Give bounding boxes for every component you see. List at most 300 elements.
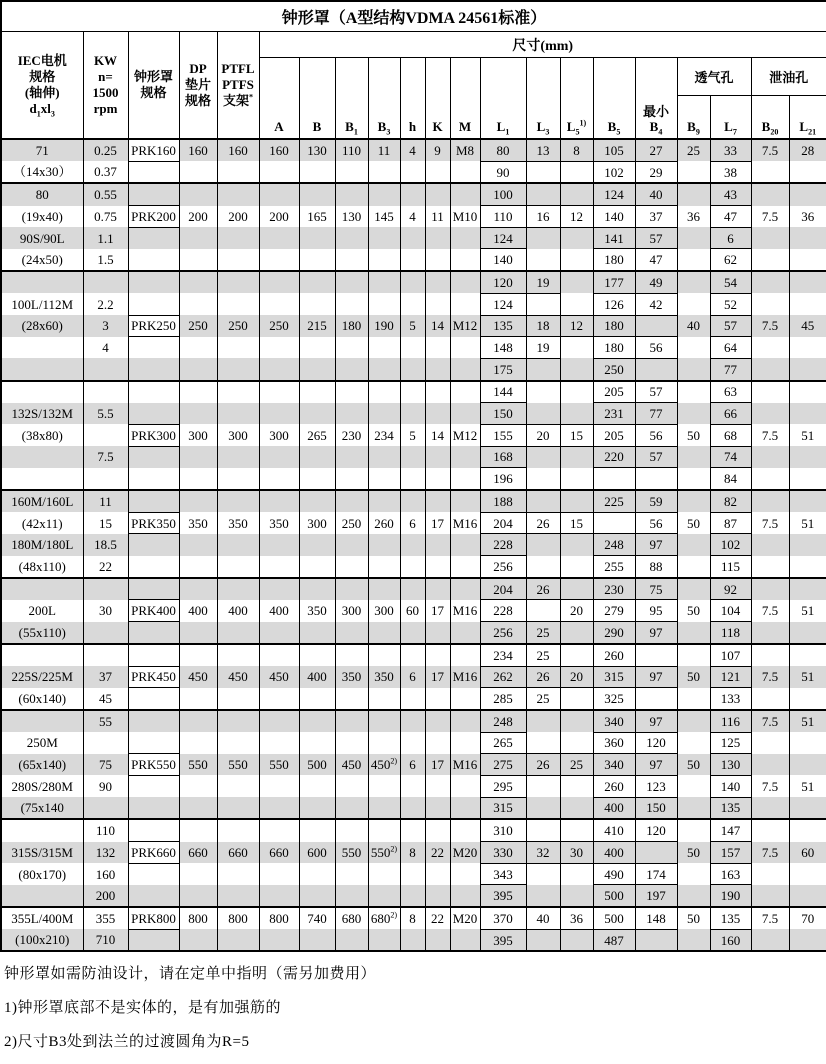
table-cell: 340 (593, 710, 635, 732)
table-cell: 163 (710, 863, 751, 885)
table-cell (335, 381, 368, 403)
table-row (1, 381, 826, 403)
table-cell (400, 446, 425, 468)
table-cell (751, 490, 789, 512)
table-cell (593, 512, 635, 534)
table-cell (299, 381, 335, 403)
table-cell (450, 556, 480, 578)
table-cell: 550 (217, 754, 259, 776)
table-cell (128, 863, 179, 885)
table-cell: 50 (677, 754, 710, 776)
table-cell: 77 (710, 358, 751, 380)
header-cell: $B_5$ (593, 58, 635, 140)
table-cell: (65x140) (1, 754, 83, 776)
table-cell: 228 (480, 600, 526, 622)
table-cell (751, 446, 789, 468)
table-cell: 36 (560, 907, 593, 929)
table-cell: PRK800 (128, 907, 179, 929)
table-cell (450, 688, 480, 710)
table-cell: 97 (635, 754, 677, 776)
table-cell (217, 183, 259, 205)
table-cell: 160 (217, 139, 259, 161)
table-cell (128, 337, 179, 359)
table-cell: 145 (368, 206, 400, 228)
table-cell: 600 (299, 842, 335, 864)
table-cell: 51 (789, 600, 826, 622)
table-cell: 90 (480, 161, 526, 183)
table-cell: 25 (677, 139, 710, 161)
table-row (1, 271, 826, 293)
table-cell (335, 819, 368, 841)
table-cell (425, 578, 450, 600)
table-cell (400, 863, 425, 885)
table-cell (789, 797, 826, 819)
table-cell: 140 (480, 249, 526, 271)
table-cell (450, 249, 480, 271)
table-cell (1, 644, 83, 666)
table-cell (526, 161, 560, 183)
table-cell (368, 710, 400, 732)
table-cell (751, 556, 789, 578)
table-cell (368, 688, 400, 710)
table-cell: 262 (480, 666, 526, 688)
header-cell: KW n= 1500 rpm (83, 32, 128, 140)
table-row (1, 732, 826, 754)
table-row (1, 249, 826, 271)
table-cell (299, 863, 335, 885)
table-cell (635, 688, 677, 710)
table-cell (400, 929, 425, 951)
table-cell: 300 (259, 424, 299, 446)
table-cell (751, 337, 789, 359)
table-cell: 116 (710, 710, 751, 732)
table-cell (217, 161, 259, 183)
table-cell (560, 929, 593, 951)
table-cell: 8 (560, 139, 593, 161)
table-cell (335, 578, 368, 600)
table-cell (335, 863, 368, 885)
table-cell: 123 (635, 775, 677, 797)
table-cell (751, 161, 789, 183)
table-cell (400, 819, 425, 841)
table-cell (560, 468, 593, 490)
table-cell: 17 (425, 600, 450, 622)
table-cell (677, 644, 710, 666)
table-cell (299, 556, 335, 578)
table-cell (677, 293, 710, 315)
table-cell (450, 337, 480, 359)
table-cell: 40 (526, 907, 560, 929)
table-cell: 80 (480, 139, 526, 161)
table-cell: 30 (560, 842, 593, 864)
table-cell: 63 (710, 381, 751, 403)
table-cell: 50 (677, 600, 710, 622)
table-cell (425, 468, 450, 490)
table-cell (526, 710, 560, 732)
table-row (1, 337, 826, 359)
table-cell: 197 (635, 885, 677, 907)
table-cell (335, 797, 368, 819)
table-cell: 97 (635, 710, 677, 732)
table-cell: (38x80) (1, 424, 83, 446)
table-cell (368, 381, 400, 403)
table-cell (259, 293, 299, 315)
table-cell (299, 403, 335, 425)
table-cell: 7.5 (751, 424, 789, 446)
table-cell (526, 446, 560, 468)
table-cell (368, 490, 400, 512)
table-cell: 29 (635, 161, 677, 183)
table-cell: 205 (593, 381, 635, 403)
table-cell (677, 797, 710, 819)
table-cell: 40 (677, 315, 710, 337)
drain-hole-header: 泄油孔 (751, 58, 826, 96)
table-cell (425, 775, 450, 797)
table-cell: 150 (480, 403, 526, 425)
table-row (1, 468, 826, 490)
table-cell (425, 819, 450, 841)
table-cell (179, 534, 217, 556)
table-cell: 315 (480, 797, 526, 819)
table-cell: M16 (450, 600, 480, 622)
table-cell: 360 (593, 732, 635, 754)
table-cell (526, 556, 560, 578)
table-cell: 100L/112M (1, 293, 83, 315)
table-cell: 51 (789, 666, 826, 688)
header-cell: DP 垫片 规格 (179, 32, 217, 140)
table-cell (560, 732, 593, 754)
table-cell: 148 (635, 907, 677, 929)
table-cell (400, 710, 425, 732)
table-cell: 15 (83, 512, 128, 534)
table-cell (400, 271, 425, 293)
table-cell: 130 (299, 139, 335, 161)
table-cell (560, 403, 593, 425)
table-cell: 660 (179, 842, 217, 864)
table-cell: 95 (635, 600, 677, 622)
table-cell: 11 (425, 206, 450, 228)
table-cell: M8 (450, 139, 480, 161)
table-cell (751, 688, 789, 710)
table-cell (83, 644, 128, 666)
table-cell: 200 (83, 885, 128, 907)
table-cell: 280S/280M (1, 775, 83, 797)
table-cell: 0.25 (83, 139, 128, 161)
table-cell: 118 (710, 622, 751, 644)
table-cell: M16 (450, 512, 480, 534)
table-cell: 168 (480, 446, 526, 468)
table-cell: (19x40) (1, 206, 83, 228)
table-cell (789, 578, 826, 600)
table-cell: M16 (450, 754, 480, 776)
table-cell (400, 161, 425, 183)
table-cell: 45 (789, 315, 826, 337)
table-cell (83, 271, 128, 293)
table-cell (425, 732, 450, 754)
table-cell: 450 (179, 666, 217, 688)
table-cell: 38 (710, 161, 751, 183)
table-row (1, 644, 826, 666)
table-cell: 175 (480, 358, 526, 380)
table-cell (179, 710, 217, 732)
table-cell: 680 (335, 907, 368, 929)
table-cell: 160M/160L (1, 490, 83, 512)
table-cell (217, 819, 259, 841)
table-cell (217, 337, 259, 359)
table-cell: 102 (593, 161, 635, 183)
table-cell: 50 (677, 842, 710, 864)
table-cell (677, 161, 710, 183)
table-cell: 7.5 (751, 206, 789, 228)
table-cell (560, 337, 593, 359)
table-cell (179, 863, 217, 885)
table-cell (593, 468, 635, 490)
table-cell (83, 797, 128, 819)
table-cell: 120 (480, 271, 526, 293)
table-cell (368, 161, 400, 183)
table-cell (526, 249, 560, 271)
table-cell: 230 (335, 424, 368, 446)
table-cell (677, 249, 710, 271)
table-cell (450, 644, 480, 666)
table-cell (789, 403, 826, 425)
table-cell: 400 (593, 797, 635, 819)
table-row (1, 842, 826, 864)
table-cell: 144 (480, 381, 526, 403)
table-cell (299, 358, 335, 380)
table-cell (217, 358, 259, 380)
table-cell: 800 (217, 907, 259, 929)
table-cell (217, 775, 259, 797)
table-row (1, 688, 826, 710)
table-cell (400, 337, 425, 359)
table-cell (526, 885, 560, 907)
table-cell (259, 446, 299, 468)
table-cell: 147 (710, 819, 751, 841)
table-cell (128, 885, 179, 907)
table-cell (751, 863, 789, 885)
table-cell: 160 (179, 139, 217, 161)
table-cell (217, 403, 259, 425)
table-cell (1, 578, 83, 600)
table-cell: （14x30） (1, 161, 83, 183)
table-cell (368, 775, 400, 797)
table-cell (400, 468, 425, 490)
table-cell: 350 (179, 512, 217, 534)
table-cell (128, 468, 179, 490)
table-cell: 343 (480, 863, 526, 885)
table-cell (1, 468, 83, 490)
table-cell: 19 (526, 271, 560, 293)
table-cell: (24x50) (1, 249, 83, 271)
table-cell: 52 (710, 293, 751, 315)
table-cell: 84 (710, 468, 751, 490)
table-cell: 140 (710, 775, 751, 797)
table-cell (259, 644, 299, 666)
table-cell (425, 797, 450, 819)
table-cell (217, 885, 259, 907)
table-cell (450, 403, 480, 425)
table-cell (368, 644, 400, 666)
table-cell (560, 161, 593, 183)
table-cell: 27 (635, 139, 677, 161)
table-cell: 200 (179, 206, 217, 228)
table-cell: 87 (710, 512, 751, 534)
table-cell (677, 732, 710, 754)
table-cell: 234 (368, 424, 400, 446)
table-cell: 26 (526, 666, 560, 688)
table-cell (526, 227, 560, 249)
table-cell (560, 490, 593, 512)
table-cell (259, 249, 299, 271)
table-cell: 57 (635, 381, 677, 403)
table-cell (450, 732, 480, 754)
table-cell (335, 249, 368, 271)
table-cell: 205 (593, 424, 635, 446)
table-cell: 740 (299, 907, 335, 929)
table-cell: 160 (259, 139, 299, 161)
table-cell: 550$^{2)}$ (368, 842, 400, 864)
table-cell: 18 (526, 315, 560, 337)
table-cell: 51 (789, 424, 826, 446)
table-cell (335, 271, 368, 293)
table-cell (299, 644, 335, 666)
table-cell: M20 (450, 907, 480, 929)
table-cell (335, 490, 368, 512)
table-cell: 132 (83, 842, 128, 864)
table-cell (179, 819, 217, 841)
table-cell: 135 (710, 797, 751, 819)
table-row (1, 929, 826, 951)
table-cell: 250 (217, 315, 259, 337)
table-cell (299, 337, 335, 359)
table-cell (368, 468, 400, 490)
table-cell (425, 490, 450, 512)
table-cell: 15 (560, 424, 593, 446)
table-cell (560, 578, 593, 600)
table-cell (217, 534, 259, 556)
table-cell: 7.5 (751, 600, 789, 622)
table-cell (560, 534, 593, 556)
table-cell: 355 (83, 907, 128, 929)
table-cell: 300 (368, 600, 400, 622)
table-cell: 300 (179, 424, 217, 446)
table-cell (789, 534, 826, 556)
header-cell: A (259, 58, 299, 140)
table-cell: 174 (635, 863, 677, 885)
table-cell: 110 (83, 819, 128, 841)
table-cell (179, 227, 217, 249)
table-row (1, 907, 826, 929)
table-cell: (80x170) (1, 863, 83, 885)
table-cell (425, 534, 450, 556)
table-cell (368, 929, 400, 951)
table-cell: 90S/90L (1, 227, 83, 249)
table-cell: 256 (480, 622, 526, 644)
table-cell (179, 732, 217, 754)
table-row (1, 666, 826, 688)
table-cell (299, 710, 335, 732)
table-cell: 18.5 (83, 534, 128, 556)
table-cell (751, 271, 789, 293)
table-cell (789, 556, 826, 578)
table-cell: 660 (259, 842, 299, 864)
table-cell (128, 556, 179, 578)
table-row (1, 578, 826, 600)
table-cell (217, 644, 259, 666)
table-cell (677, 819, 710, 841)
table-cell: 57 (710, 315, 751, 337)
table-cell: 660 (217, 842, 259, 864)
table-cell (450, 710, 480, 732)
table-cell (425, 293, 450, 315)
table-cell (179, 775, 217, 797)
table-cell: 20 (560, 600, 593, 622)
table-cell: 42 (635, 293, 677, 315)
table-cell (259, 732, 299, 754)
table-cell (335, 710, 368, 732)
table-cell (128, 293, 179, 315)
table-cell (335, 446, 368, 468)
header-cell: $L_1$ (480, 58, 526, 140)
table-cell (335, 929, 368, 951)
table-cell (179, 381, 217, 403)
table-cell (526, 381, 560, 403)
table-cell (425, 885, 450, 907)
table-cell (368, 819, 400, 841)
table-cell (400, 622, 425, 644)
table-row (1, 622, 826, 644)
header-cell: $L_3$ (526, 58, 560, 140)
table-cell: 5.5 (83, 403, 128, 425)
table-cell: 225S/225M (1, 666, 83, 688)
table-cell: 140 (593, 206, 635, 228)
table-cell: 350 (368, 666, 400, 688)
table-cell: 157 (710, 842, 751, 864)
table-cell: 400 (299, 666, 335, 688)
table-cell (259, 161, 299, 183)
table-cell (751, 358, 789, 380)
table-cell: 177 (593, 271, 635, 293)
table-cell: 250M (1, 732, 83, 754)
table-cell (259, 710, 299, 732)
table-cell: 160 (83, 863, 128, 885)
table-cell: 370 (480, 907, 526, 929)
table-cell (677, 710, 710, 732)
table-cell (335, 403, 368, 425)
table-cell (335, 732, 368, 754)
table-cell (299, 227, 335, 249)
table-cell (789, 271, 826, 293)
table-cell (789, 161, 826, 183)
table-cell (217, 468, 259, 490)
table-cell (128, 644, 179, 666)
table-cell (128, 227, 179, 249)
table-cell: 190 (368, 315, 400, 337)
header-cell: $B_3$ (368, 58, 400, 140)
table-cell: 0.37 (83, 161, 128, 183)
table-cell (450, 797, 480, 819)
table-cell: 17 (425, 512, 450, 534)
table-cell: 25 (560, 754, 593, 776)
table-cell: M10 (450, 206, 480, 228)
table-cell: 250 (593, 358, 635, 380)
header-cell: PTFL PTFS 支架* (217, 32, 259, 140)
table-cell: 400 (217, 600, 259, 622)
table-cell (450, 161, 480, 183)
table-cell: 55 (83, 710, 128, 732)
table-cell (751, 183, 789, 205)
